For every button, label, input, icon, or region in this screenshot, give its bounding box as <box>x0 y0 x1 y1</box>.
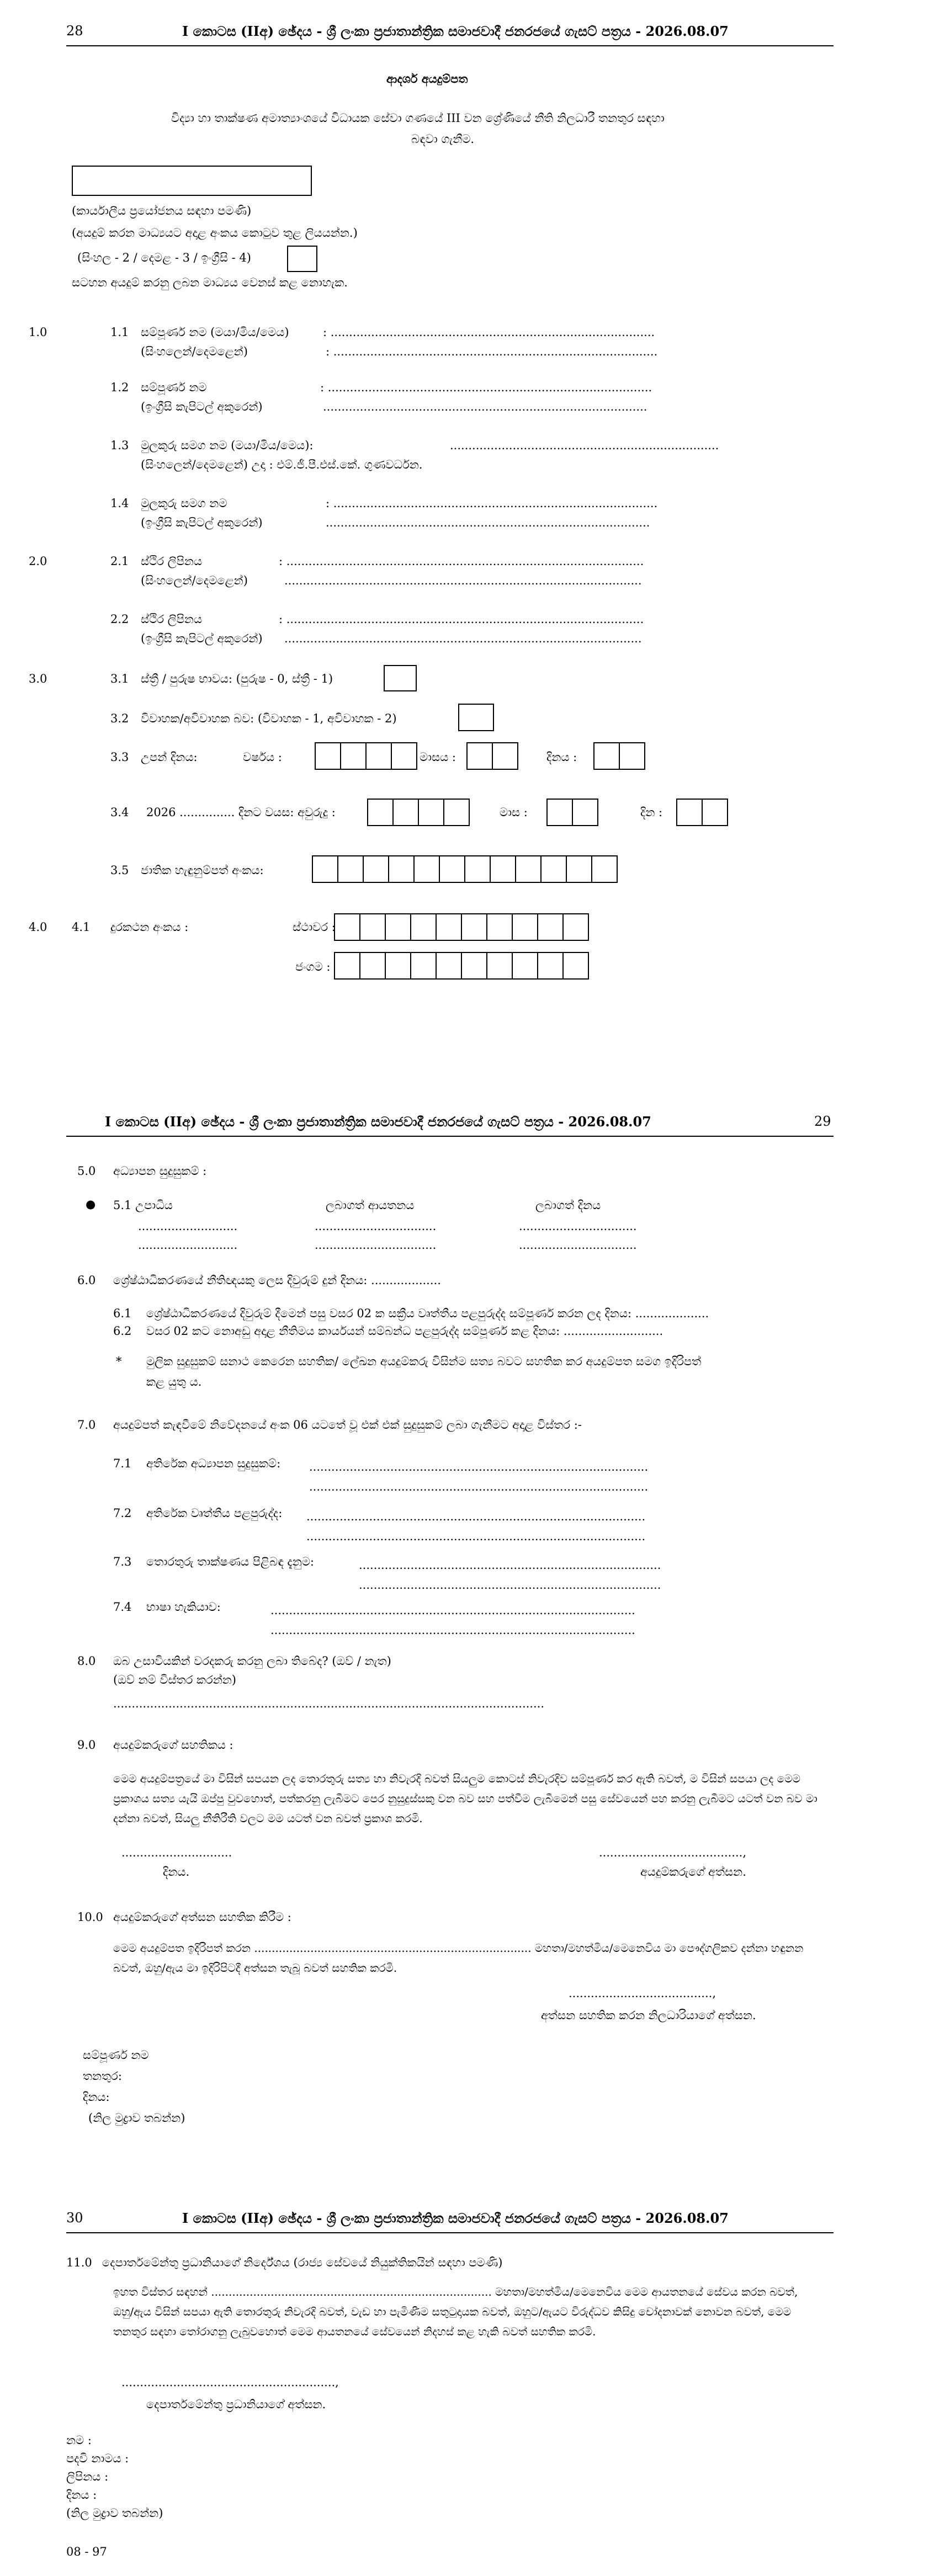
item-3-4-label: 2026 ............... දිනට වයස: අවුරුදු : <box>146 806 336 819</box>
medium-note: (අයදුම් කරන මාධ්‍යයට අදාළ අංකය කොටුව තුළ ලියයන්න.) <box>72 226 358 239</box>
officer-date-label: දිනය: <box>83 2090 110 2104</box>
office-use-box[interactable] <box>72 166 312 196</box>
form-subtitle: විද්‍යා හා තාක්ෂණ අමාත්‍යාංශයේ විධායක සේවා ගණයේ III වන ශ්‍රේණියේ නීති නිලධාරී තනතුර සඳහා <box>171 111 665 125</box>
item-2-1-number: 2.1 <box>110 555 129 568</box>
dob-month-cells[interactable] <box>466 742 517 770</box>
officer-seal-label: (නිල මුද්‍රාව තබන්න) <box>88 2111 185 2125</box>
item-7-4-label: භාෂා හැකියාව: <box>146 1600 221 1614</box>
item-3-5-number: 3.5 <box>110 864 129 877</box>
officer-name-label: සම්පූර්ණ නම <box>83 2048 149 2062</box>
item-3-2-label: විවාහක/අවිවාහක බව: (විවාහක - 1, අවිවාහක - 2) <box>141 712 397 725</box>
section-3-number: 3.0 <box>29 672 47 685</box>
age-day-label: දින : <box>640 806 663 819</box>
section-4-number: 4.0 <box>29 920 47 934</box>
item-3-3-label: උපන් දිනය: <box>141 751 198 764</box>
dob-month-label: මාසය : <box>420 751 456 764</box>
item-2-2-field-2[interactable]: ................................................................................................. <box>284 632 642 645</box>
head-seal-label: (නිල මුද්‍රාව තබන්න) <box>66 2506 163 2520</box>
section-9-number: 9.0 <box>77 1738 96 1752</box>
head-date-label: දිනය : <box>66 2488 97 2502</box>
age-month-label: මාස : <box>500 806 528 819</box>
header-rule <box>66 1136 834 1137</box>
note-text-2: කළ යුතු ය. <box>146 1375 202 1388</box>
item-1-1-field-2[interactable]: : ........................................................................................ <box>326 345 658 358</box>
item-3-1-label: ස්ත්‍රී / පුරුෂ භාවය: (පුරුෂ - 0, ස්ත්‍රී - 1) <box>141 672 333 685</box>
form-title: ආදර්ශ අයදුම්පත <box>386 72 468 86</box>
item-2-1-field-2[interactable]: ................................................................................................. <box>284 574 642 587</box>
head-address-label: ලිපිනය : <box>66 2470 109 2483</box>
item-4-1-label: දුරකථන අංකය : <box>110 920 189 934</box>
section-6-label: ශ්‍රේෂ්ඨාධිකරණයේ නීතිඥයකු ලෙස දිවුරුම් දුන් දිනය: ................... <box>113 1274 441 1287</box>
nic-cells[interactable] <box>312 855 617 883</box>
obtained-date-label: ලබාගත් දිනය <box>535 1199 601 1212</box>
item-1-1-sub: (සිංහලෙන්/දෙමළෙන්) <box>141 345 248 358</box>
section-6-number: 6.0 <box>77 1274 96 1287</box>
item-1-2-field-2[interactable]: ........................................................................................ <box>323 400 647 413</box>
item-1-4-field-2[interactable]: ........................................................................................ <box>326 516 650 529</box>
dob-year-label: වර්ෂය : <box>243 751 282 764</box>
degree-field[interactable]: ........................... ........................... <box>138 1220 238 1252</box>
attestation-text: මෙම අයදුම්පත ඉදිරිපත් කරන ............................................................................... මහතා/මහත්මිය/මෙනෙවිය මා පෞද්ගලිකව දන්නා හඳුනන බවත්, ඔහු/ඇය මා ඉදිරිපිටදී අත්සන තැබූ බවත් සහතික කරමි. <box>113 1941 804 1974</box>
dob-year-cells[interactable] <box>315 742 416 770</box>
section-10-number: 10.0 <box>77 1910 103 1924</box>
item-6-1-text: ශ්‍රේෂ්ඨාධිකරණයේ දිවුරුම් දීමෙන් පසු වසර 02 ක සක්‍රීය වෘත්තීය පළපුරුද්ද සම්පූර්ණ කරන ලද දිනය: .................... <box>146 1307 709 1320</box>
item-7-3-field[interactable]: .................................................................................. .................................................................................. <box>359 1558 661 1592</box>
item-2-2-sub: (ඉංග්‍රීසි කැපිටල් අකුරෙන්) <box>141 632 263 645</box>
dob-day-cells[interactable] <box>593 742 644 770</box>
item-1-2-number: 1.2 <box>110 381 129 394</box>
item-1-4-field[interactable]: : ........................................................................................ <box>326 497 658 510</box>
item-7-2-field[interactable]: ............................................................................................ ............................................................................................ <box>306 1510 646 1543</box>
form-subtitle-2: බඳවා ගැනීම. <box>411 132 475 146</box>
section-8-number: 8.0 <box>77 1654 96 1668</box>
section-8-sub: (ඔව් නම් විස්තර කරන්න) <box>113 1673 236 1686</box>
obtained-date-field[interactable]: ................................ ................................ <box>519 1220 637 1252</box>
item-1-3-field[interactable]: ......................................................................... <box>450 439 719 452</box>
officer-designation-label: තනතුර: <box>83 2069 122 2083</box>
section-10-label: අයදුම්කරුගේ අත්සන සහතික කිරීම : <box>113 1910 291 1924</box>
age-day-cells[interactable] <box>676 799 727 826</box>
section-5-label: අධ්‍යාපන සුදුසුකම් : <box>113 1164 207 1178</box>
age-year-cells[interactable] <box>367 799 469 826</box>
gazette-header: I කොටස (IIඅ) ඡේදය - ශ්‍රී ලංකා ප්‍රජාතාන්ත්‍රික සමාජවාදී ජනරජයේ ගැසට් පත්‍රය - 2026.08.07 <box>105 1114 651 1130</box>
item-2-2-number: 2.2 <box>110 613 129 626</box>
item-3-3-number: 3.3 <box>110 751 129 764</box>
declaration-date-label: දිනය. <box>163 1865 190 1878</box>
section-8-field[interactable]: ..................................................................................................................... <box>113 1697 545 1710</box>
attestation-sign-field[interactable]: ......................................., <box>569 1987 716 2000</box>
section-8-label: ඔබ උසාවියකින් වරදකරු කරනු ලබා තිබේද? (ඔව් / නැත) <box>113 1654 391 1668</box>
footer-code: 08 - 97 <box>66 2545 107 2558</box>
item-7-3-label: තොරතුරු තාක්ෂණය පිළිබඳ දැනුම: <box>146 1555 315 1568</box>
header-rule <box>66 45 834 46</box>
page-number: 28 <box>66 23 83 39</box>
item-1-1-label: සම්පූර්ණ නම (මයා/මිය/මෙය) <box>141 326 289 339</box>
section-11-label: දෙපාර්තමේන්තු ප්‍රධානියාගේ නිර්දේශය (රාජ්‍ය සේවයේ නියුක්තිකයින් සඳහා පමණි) <box>102 2256 503 2269</box>
item-6-2-number: 6.2 <box>113 1324 132 1338</box>
recommendation-text: ඉහත විස්තර සඳහන් ................................................................................ මහතා/මහත්මිය/මෙනෙවිය මෙම ආයතනයේ සේවය කරන බවත්, ඔහු/ඇය විසින් සපයා ඇති තොරතුරු නිවැරදි බවත්, වැඩ හා පැමිණීම සතුටුදායක බවත්, ඔහුට/ඇයට විරුද්ධව කිසිදු චෝදනාවක් නොවන බවත්, මෙම තනතුර සඳහා තෝරාගනු ලැබුවහොත් මෙම ආයතනයේ සේවයෙන් නිදහස් කළ හැකි බවත් සහතික කරමි. <box>113 2285 798 2338</box>
head-sign-label: දෙපාර්තමේන්තු ප්‍රධානියාගේ අත්සන. <box>146 2398 326 2411</box>
item-2-1-label: ස්ථිර ලිපිනය <box>141 555 203 568</box>
item-7-1-label: අතිරේක අධ්‍යාපන සුදුසුකම්: <box>146 1457 281 1470</box>
item-1-4-sub: (ඉංග්‍රීසි කැපිටල් අකුරෙන්) <box>141 516 263 529</box>
section-7-number: 7.0 <box>77 1418 96 1431</box>
item-3-1-number: 3.1 <box>110 672 129 685</box>
medium-warning: සටහන අයදුම් කරනු ලබන මාධ්‍යය වෙනස් කළ නොහැක. <box>72 276 348 289</box>
page-number: 29 <box>814 1114 831 1129</box>
item-1-1-field[interactable]: : ........................................................................................ <box>323 326 655 339</box>
item-1-3-number: 1.3 <box>110 439 129 452</box>
item-2-2-label: ස්ථිර ලිපිනය <box>141 613 203 626</box>
item-1-1-number: 1.1 <box>110 326 129 339</box>
institution-field[interactable]: ................................. ................................. <box>315 1220 437 1252</box>
item-2-2-field[interactable]: : ................................................................................................. <box>279 613 644 626</box>
declaration-date-field[interactable]: .............................. <box>121 1846 232 1859</box>
phone-home-cells[interactable] <box>334 913 588 941</box>
head-name-label: නම : <box>66 2434 92 2447</box>
medium-options: (සිංහල - 2 / දෙමළ - 3 / ඉංග්‍රීසි - 4) <box>77 251 251 264</box>
attestation-sign-label: අත්සන සහතික කරන නිලධාරියාගේ අත්සන. <box>541 2009 756 2022</box>
phone-mobile-cells[interactable] <box>334 952 588 980</box>
item-2-1-field[interactable]: : ................................................................................................. <box>279 555 644 568</box>
item-7-2-label: අතිරේක වෘත්තීය පළපුරුද්ද: <box>146 1507 283 1520</box>
institution-label: ලබාගත් ආයතනය <box>326 1199 415 1212</box>
item-1-3-label: මුලකුරු සමග නම (මයා/මිය/මෙය): <box>141 439 314 452</box>
section-2-number: 2.0 <box>29 555 47 568</box>
item-7-2-number: 7.2 <box>113 1507 132 1520</box>
head-designation-label: පදවි නාමය : <box>66 2452 129 2465</box>
item-7-1-field[interactable]: ............................................................................................ ............................................................................................ <box>309 1460 649 1493</box>
phone-home-label: ස්ථාවර : <box>293 920 336 934</box>
phone-mobile-label: ජංගම : <box>295 960 331 973</box>
marital-status-box[interactable] <box>458 704 494 731</box>
item-1-4-number: 1.4 <box>110 497 129 510</box>
declaration-sign-field[interactable]: ......................................., <box>599 1846 747 1859</box>
section-7-label: අයදුම්පත් කැඳවීමේ නිවේදනයේ අංක 06 යටතේ වූ එක් එක් සුදුසුකම් ලබා ගැනීමට අදාළ විස්තර :- <box>113 1418 582 1431</box>
item-6-2-text: වසර 02 කට නොඅඩු අදාළ නීතිමය කාර්යයන් සම්බන්ධ පළපුරුද්ද සම්පූර්ණ කළ දිනය: ........................... <box>146 1324 663 1338</box>
item-6-1-number: 6.1 <box>113 1307 132 1320</box>
section-5-number: 5.0 <box>77 1164 96 1178</box>
medium-box[interactable] <box>287 246 317 272</box>
declaration-text: මෙම අයදුම්පත්‍රයේ මා විසින් සපයන ලද තොරතුරු සත්‍ය හා නිවැරදි බවත් සියලුම කොටස් නිවැරදිව සම්පූර්ණ කර ඇති බවත්, ම විසින් සපයා ලද මෙම ප්‍රකාශය සත්‍ය යැයි ඔප්පු වුවහොත්, පත්කරනු ලැබීමට පෙර නුසුදුස්සකු වන බව සහ පත්වීම ලැබීමෙන් පසු සේවයෙන් පහ කරනු ලැබීමට යටත් වන බව මා දන්නා බවත්, සියලු නීතිරීති වලට මම යටත් වන බවත් ප්‍රකාශ කරමි. <box>113 1772 817 1825</box>
item-1-2-sub: (ඉංග්‍රීසි කැපිටල් අකුරෙන්) <box>141 400 263 413</box>
item-1-2-label: සම්පූර්ණ නම <box>141 381 207 394</box>
degree-label: 5.1 උපාධිය <box>113 1199 173 1212</box>
item-7-1-number: 7.1 <box>113 1457 132 1470</box>
dob-day-label: දිනය : <box>546 751 577 764</box>
section-1-number: 1.0 <box>29 326 47 339</box>
note-text: මුලික සුදුසුකම් සනාථ කෙරෙන සහතික/ ලේඛන අයදුම්කරු විසින්ම සත්‍ය බවට සහතික කර අයදුම්පත සමග ඉදිරිපත් <box>146 1355 702 1368</box>
head-sign-field[interactable]: .........................................................., <box>121 2376 339 2389</box>
header-rule <box>66 2232 834 2233</box>
item-4-1-number: 4.1 <box>72 920 91 934</box>
item-1-2-field[interactable]: : ........................................................................................ <box>320 381 652 394</box>
gazette-header: I කොටස (IIඅ) ඡේදය - ශ්‍රී ලංකා ප්‍රජාතාන්ත්‍රික සමාජවාදී ජනරජයේ ගැසට් පත්‍රය - 2026.08.07 <box>182 23 729 39</box>
item-1-4-label: මුලකුරු සමග නම <box>141 497 227 510</box>
item-3-2-number: 3.2 <box>110 712 129 725</box>
gazette-header: I කොටස (IIඅ) ඡේදය - ශ්‍රී ලංකා ප්‍රජාතාන්ත්‍රික සමාජවාදී ජනරජයේ ගැසට් පත්‍රය - 2026.08.07 <box>182 2210 729 2226</box>
item-7-4-field[interactable]: ................................................................................................... ................................................................................................... <box>270 1604 635 1637</box>
item-2-1-sub: (සිංහලෙන්/දෙමළෙන්) <box>141 574 248 587</box>
item-3-4-number: 3.4 <box>110 806 129 819</box>
section-9-label: අයදුම්කරුගේ සහතිකය : <box>113 1738 233 1752</box>
page-number: 30 <box>66 2210 83 2226</box>
declaration-sign-label: අයදුම්කරුගේ අත්සන. <box>640 1865 746 1878</box>
bullet-icon: ● <box>86 1197 96 1211</box>
section-11-number: 11.0 <box>66 2256 92 2269</box>
age-month-cells[interactable] <box>546 799 597 826</box>
item-7-4-number: 7.4 <box>113 1600 132 1614</box>
gender-box[interactable] <box>384 665 417 691</box>
office-use-label: (කාර්යාලීය ප්‍රයෝජනය සඳහා පමණි) <box>72 204 252 217</box>
note-star: * <box>116 1355 122 1368</box>
item-1-3-sub: (සිංහලෙන්/දෙමළෙන්) උදා : එම්.ජී.පී.එස්.කේ. ගුණවර්ධන. <box>141 458 423 471</box>
item-7-3-number: 7.3 <box>113 1555 132 1568</box>
item-3-5-label: ජාතික හැඳුනුම්පත් අංකය: <box>141 864 264 877</box>
